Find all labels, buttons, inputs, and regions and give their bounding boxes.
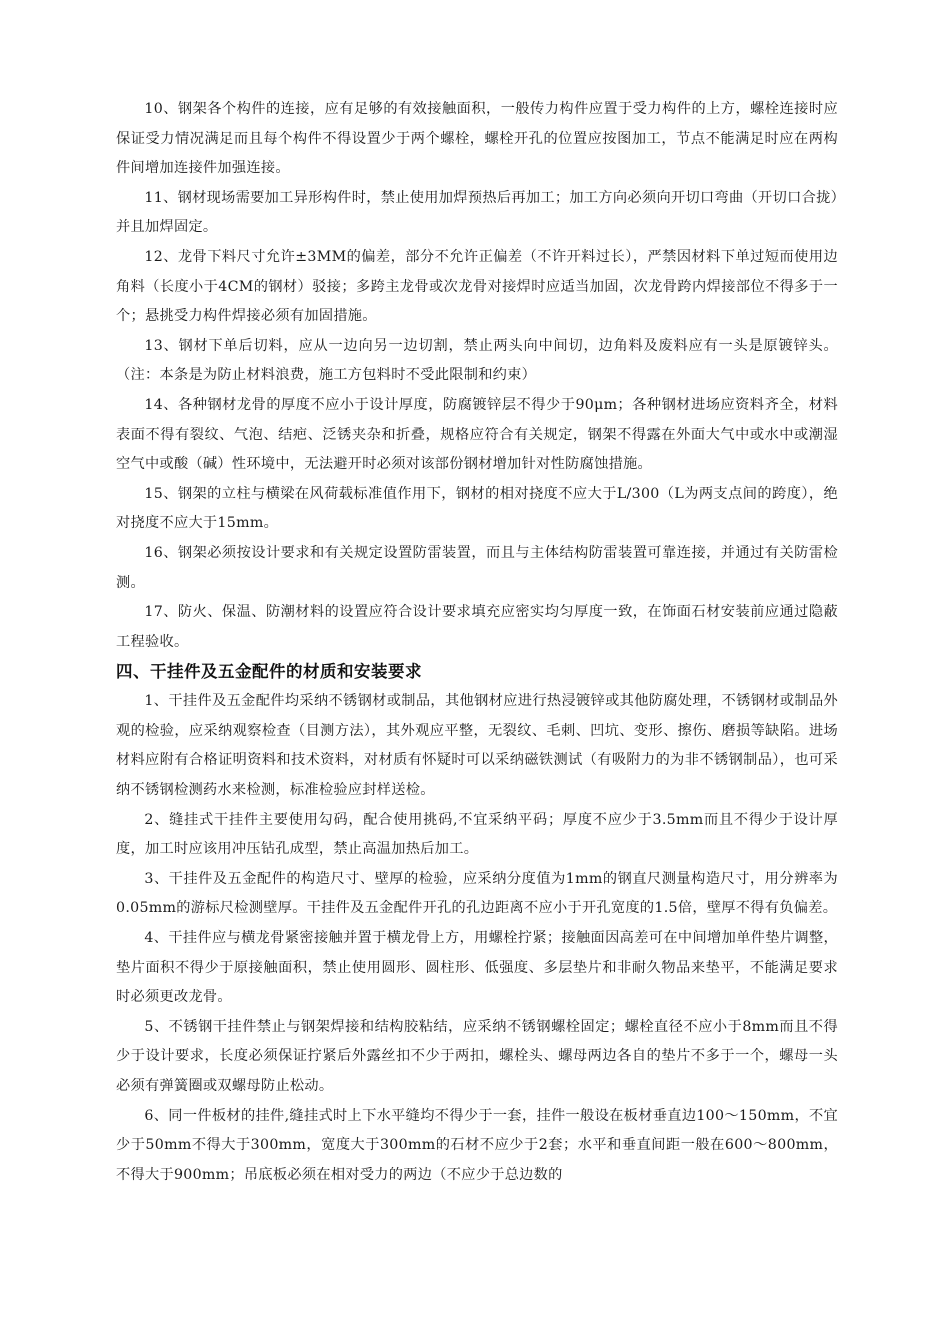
paragraph-item-16: 16、钢架必须按设计要求和有关规定设置防雷装置，而且与主体结构防雷装置可靠连接，并通过有关防雷检测。 [116,544,838,591]
paragraph-item-17: 17、防火、保温、防潮材料的设置应符合设计要求填充应密实均匀厚度一致，在饰面石材安装前应通过隐蔽工程验收。 [116,604,838,650]
paragraph-item-15: 15、钢架的立柱与横梁在风荷载标准值作用下，钢材的相对挠度不应大于L/300（L为两支点间的跨度），绝对挠度不应大于15mm。 [116,485,838,532]
paragraph-item-13: 13、钢材下单后切料，应从一边向另一边切割，禁止两头向中间切，边角料及废料应有一头是原镀锌头。（注：本条是为防止材料浪费，施工方包料时不受此限制和约束） [116,337,838,384]
paragraph-item-1: 1、干挂件及五金配件均采纳不锈钢材或制品，其他钢材应进行热浸镀锌或其他防腐处理，不锈钢材或制品外观的检验，应采纳观察检查（目测方法），其外观应平整，无裂纹、毛刺、凹坑、变形、擦伤、磨损等缺陷。进场材料应附有合格证明资料和技术资料，对材质有怀疑时可以采纳磁铁测试（有吸附力的为非不锈钢制品），也可采纳不锈钢检测药水来检测，标准检验应封样送检。 [116,693,838,799]
paragraph-item-14: 14、各种钢材龙骨的厚度不应小于设计厚度，防腐镀锌层不得少于90μm；各种钢材进场应资料齐全，材料表面不得有裂纹、气泡、结疤、泛锈夹杂和折叠，规格应符合有关规定，钢架不得露在外面大气中或水中或潮湿空气中或酸（碱）性环境中，无法避开时必须对该部份钢材增加针对性防腐蚀措施。 [116,396,838,473]
paragraph-item-4: 4、干挂件应与横龙骨紧密接触并置于横龙骨上方，用螺栓拧紧；接触面因高差可在中间增加单件垫片调整，垫片面积不得少于原接触面积，禁止使用圆形、圆柱形、低强度、多层垫片和非耐久物品来垫平，不能满足要求时必须更改龙骨。 [116,930,838,1006]
paragraph-item-5: 5、不锈钢干挂件禁止与钢架焊接和结构胶粘结，应采纳不锈钢螺栓固定；螺栓直径不应小于8mm而且不得少于设计要求，长度必须保证拧紧后外露丝扣不少于两扣，螺栓头、螺母两边各自的垫片不多于一个，螺母一头必须有弹簧圈或双螺母防止松动。 [116,1018,838,1094]
section-heading: 四、干挂件及五金配件的材质和安装要求 [116,662,422,682]
paragraph-item-12: 12、龙骨下料尺寸允许±3MM的偏差，部分不允许正偏差（不许开料过长），严禁因材料下单过短而使用边角料（长度小于4CM的钢材）驳接；多跨主龙骨或次龙骨对接焊时应适当加固，次龙骨跨内焊接部位不得多于一个；悬挑受力构件焊接必须有加固措施。 [116,248,838,325]
paragraph-item-11: 11、钢材现场需要加工异形构件时，禁止使用加焊预热后再加工；加工方向必须向开切口弯曲（开切口合拢）并且加焊固定。 [116,189,838,236]
paragraph-item-2: 2、缝挂式干挂件主要使用勾码，配合使用挑码,不宜采纳平码；厚度不应少于3.5mm而且不得少于设计厚度，加工时应该用冲压钻孔成型，禁止高温加热后加工。 [116,811,838,858]
paragraph-item-10: 10、钢架各个构件的连接，应有足够的有效接触面积，一般传力构件应置于受力构件的上方，螺栓连接时应保证受力情况满足而且每个构件不得设置少于两个螺栓，螺栓开孔的位置应按图加工，节点不能满足时应在两构件间增加连接件加强连接。 [116,101,838,177]
paragraph-item-3: 3、干挂件及五金配件的构造尺寸、壁厚的检验，应采纳分度值为1mm的钢直尺测量构造尺寸，用分辨率为0.05mm的游标尺检测壁厚。干挂件及五金配件开孔的孔边距离不应小于开孔宽度的1.5倍，壁厚不得有负偏差。 [116,870,838,917]
paragraph-item-6: 6、同一件板材的挂件,缝挂式时上下水平缝均不得少于一套，挂件一般设在板材垂直边100～150mm，不宜少于50mm不得大于300mm，宽度大于300mm的石材不应少于2套；水平和垂直间距一般在600～800mm，不得大于900mm；吊底板必须在相对受力的两边（不应少于总边数的 [116,1107,838,1183]
